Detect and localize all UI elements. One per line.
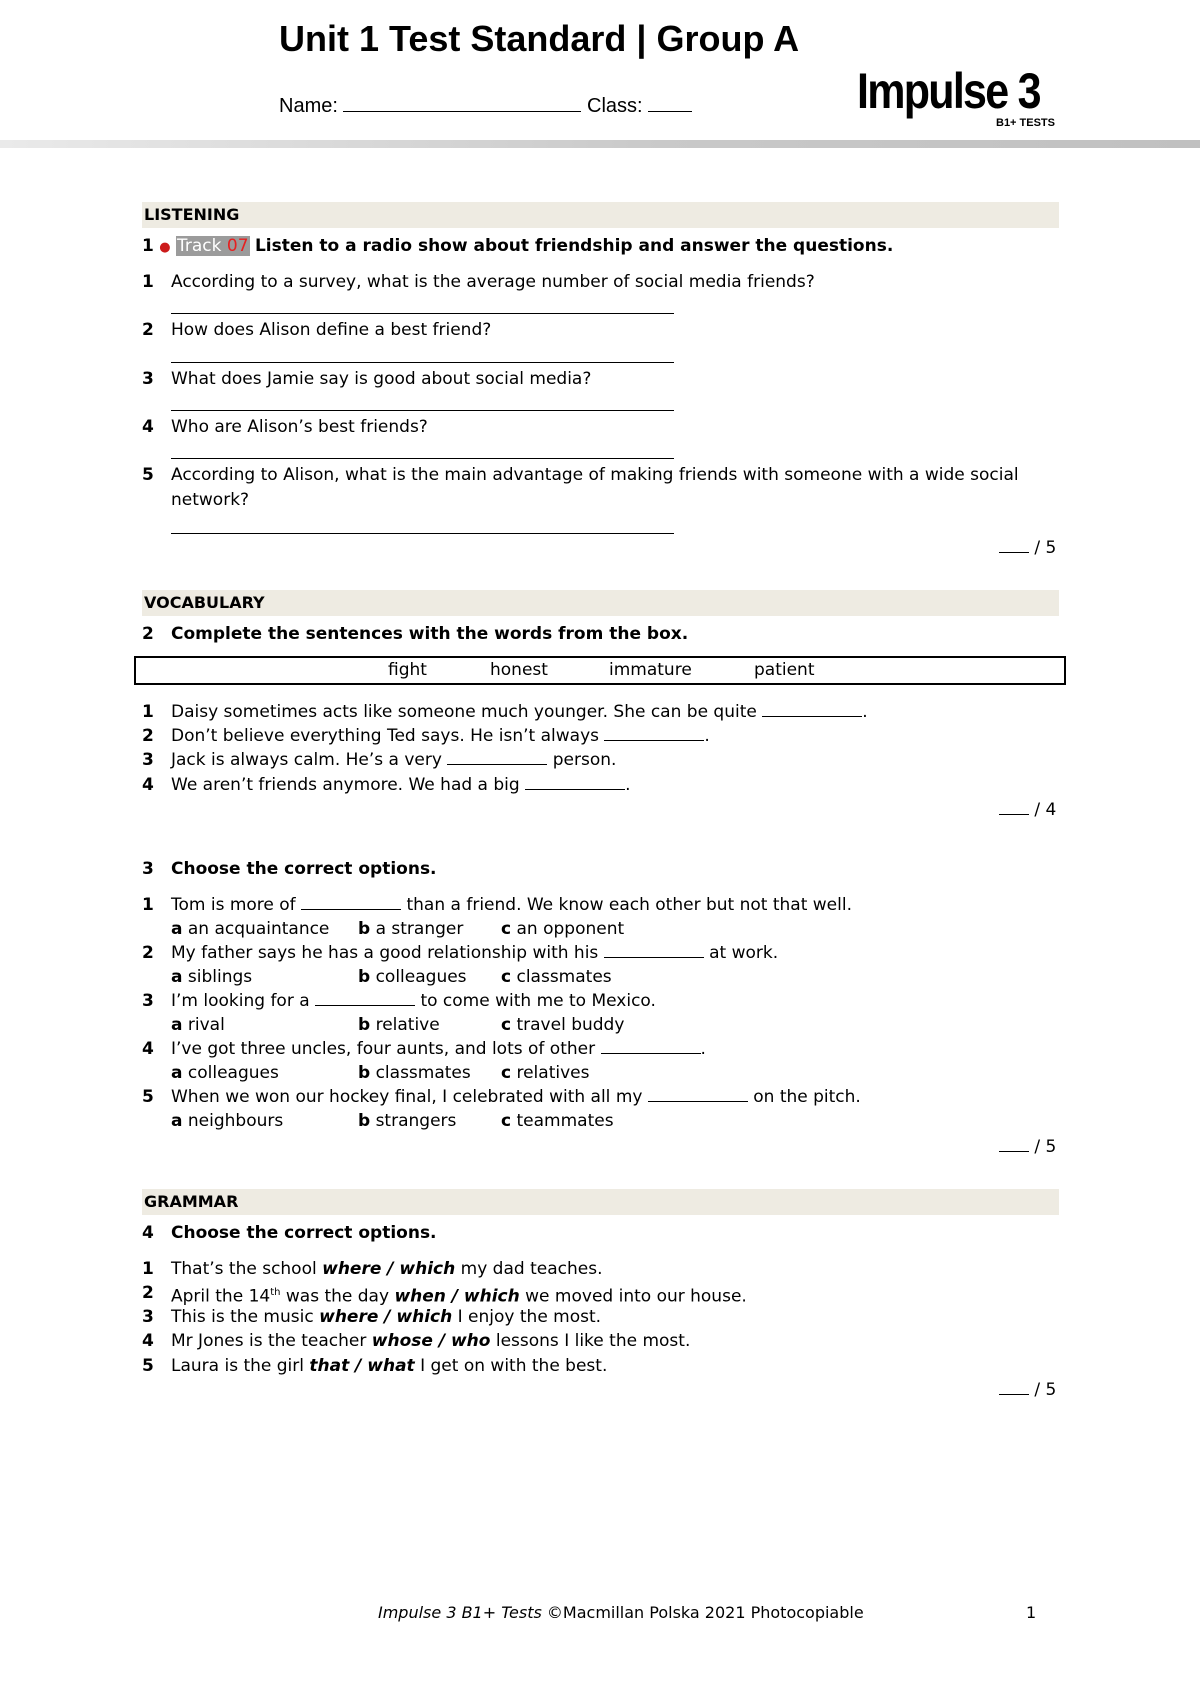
score-total: / 4 — [1034, 800, 1057, 820]
question-number: 3 — [142, 369, 154, 389]
question — [142, 367, 154, 391]
word-box — [134, 656, 1066, 685]
answer-line[interactable] — [171, 410, 674, 411]
grammar-text — [171, 1257, 602, 1281]
option-choice[interactable]: where / which — [319, 1307, 453, 1327]
track-badge[interactable] — [176, 236, 250, 256]
sentence-before: Don’t believe everything Ted says. He isn’t always — [171, 726, 599, 746]
item-number: 2 — [142, 943, 154, 963]
instruction-text: Choose the correct options. — [171, 859, 437, 879]
grammar-item — [142, 1305, 154, 1329]
option-b[interactable] — [358, 1061, 471, 1085]
score-grammar — [999, 1380, 1056, 1400]
sentence — [142, 700, 154, 724]
task-2-instruction — [142, 622, 154, 646]
task-3-instruction — [142, 857, 154, 881]
option-text: siblings — [187, 967, 253, 987]
option-text: classmates — [375, 1063, 471, 1083]
choice-item — [142, 893, 154, 917]
item-before: Laura is the girl — [171, 1356, 304, 1376]
track-label: Track — [177, 236, 222, 256]
option-letter: b — [358, 1063, 371, 1083]
option-letter: b — [358, 1015, 371, 1035]
score-listening — [999, 538, 1056, 558]
grammar-text — [171, 1354, 607, 1378]
question-text: What does Jamie say is good about social media? — [171, 369, 592, 389]
sentence-number: 3 — [142, 750, 154, 770]
item-after: at work. — [709, 943, 779, 963]
question-text-continued: network? — [171, 490, 250, 510]
option-choice[interactable]: where / which — [322, 1259, 456, 1279]
option-text: colleagues — [187, 1063, 279, 1083]
option-c[interactable] — [501, 1013, 624, 1037]
option-letter: c — [501, 919, 512, 939]
item-before: Tom is more of — [171, 895, 296, 915]
item-after: to come with me to Mexico. — [420, 991, 656, 1011]
option-letter: a — [171, 967, 183, 987]
gap[interactable] — [301, 909, 401, 910]
section-heading-grammar: GRAMMAR — [142, 1189, 1059, 1215]
task-number: 2 — [142, 624, 154, 644]
item-number: 1 — [142, 1259, 154, 1279]
sentence-text — [171, 724, 710, 748]
box-word: fight — [388, 660, 427, 680]
choice-item — [142, 1085, 154, 1109]
score-field[interactable] — [999, 814, 1029, 815]
sentence — [142, 748, 154, 772]
instruction-text: Listen to a radio show about friendship and answer the questions. — [254, 236, 894, 256]
option-a[interactable] — [171, 1061, 279, 1085]
item-before: That’s the school — [171, 1259, 317, 1279]
option-letter: b — [358, 1111, 371, 1131]
sentence — [142, 773, 154, 797]
choice-item — [142, 1037, 154, 1061]
score-total: / 5 — [1034, 1137, 1057, 1157]
option-letter: a — [171, 1111, 183, 1131]
question-number: 4 — [142, 417, 154, 437]
gap[interactable] — [601, 1053, 701, 1054]
answer-line[interactable] — [171, 533, 674, 534]
option-choice[interactable]: whose / who — [371, 1331, 491, 1351]
option-text: colleagues — [375, 967, 467, 987]
grammar-text — [171, 1329, 690, 1353]
choice-sentence — [171, 1085, 861, 1109]
item-before: Mr Jones is the teacher — [171, 1331, 367, 1351]
option-choice[interactable]: that / what — [309, 1356, 415, 1376]
option-c[interactable] — [501, 1061, 589, 1085]
gap[interactable] — [447, 764, 547, 765]
brand-logo: Impulse 3 — [857, 63, 1040, 119]
sentence-before: Jack is always calm. He’s a very — [171, 750, 442, 770]
option-b[interactable] — [358, 1013, 440, 1037]
class-field[interactable] — [648, 111, 692, 112]
answer-line[interactable] — [171, 458, 674, 459]
name-label: Name: — [279, 95, 338, 117]
box-word: honest — [490, 660, 548, 680]
item-number: 5 — [142, 1087, 154, 1107]
option-letter: a — [171, 1063, 183, 1083]
instruction-text: Complete the sentences with the words from the box. — [171, 624, 689, 644]
item-after: . — [700, 1039, 706, 1059]
task-1-instruction — [142, 234, 893, 260]
option-a[interactable] — [171, 965, 252, 989]
option-letter: a — [171, 1015, 183, 1035]
track-number: 07 — [226, 236, 249, 256]
score-choose — [999, 1137, 1056, 1157]
footer — [378, 1603, 864, 1622]
footer-copyright: ©Macmillan Polska 2021 Photocopiable — [546, 1603, 864, 1622]
task-4-instruction — [142, 1221, 154, 1245]
option-c[interactable] — [501, 1109, 614, 1133]
section-heading-vocabulary: VOCABULARY — [142, 590, 1059, 616]
option-c[interactable] — [501, 917, 624, 941]
question — [142, 318, 154, 342]
audio-icon: ● — [159, 240, 171, 255]
box-word: patient — [754, 660, 815, 680]
item-number: 3 — [142, 991, 154, 1011]
option-a[interactable] — [171, 1109, 283, 1133]
sentence-before: Daisy sometimes acts like someone much younger. She can be quite — [171, 702, 757, 722]
sentence-after: . — [704, 726, 710, 746]
choice-sentence — [171, 941, 778, 965]
gap[interactable] — [525, 789, 625, 790]
question-number: 2 — [142, 320, 154, 340]
option-letter: c — [501, 1111, 512, 1131]
item-number: 5 — [142, 1356, 154, 1376]
option-b[interactable] — [358, 965, 467, 989]
item-after: my dad teaches. — [460, 1259, 603, 1279]
option-text: an opponent — [516, 919, 625, 939]
page-title: Unit 1 Test Standard | Group A — [279, 18, 800, 59]
sentence-number: 1 — [142, 702, 154, 722]
option-letter: c — [501, 967, 512, 987]
item-before: My father says he has a good relationship with his — [171, 943, 599, 963]
brand-subtitle: B1+ TESTS — [996, 117, 1055, 129]
option-letter: c — [501, 1015, 512, 1035]
gap[interactable] — [604, 957, 704, 958]
item-number: 3 — [142, 1307, 154, 1327]
header-divider — [0, 140, 1200, 148]
item-after: lessons I like the most. — [495, 1331, 691, 1351]
question — [142, 270, 154, 294]
item-after: on the pitch. — [753, 1087, 861, 1107]
gap[interactable] — [648, 1101, 748, 1102]
instruction-text: Choose the correct options. — [171, 1223, 437, 1243]
option-text: teammates — [516, 1111, 614, 1131]
option-a[interactable] — [171, 1013, 225, 1037]
option-c[interactable] — [501, 965, 612, 989]
question-text: How does Alison define a best friend? — [171, 320, 492, 340]
item-after: I get on with the best. — [420, 1356, 608, 1376]
option-text: relative — [375, 1015, 440, 1035]
score-field[interactable] — [999, 1394, 1029, 1395]
sentence-text — [171, 748, 616, 772]
name-field[interactable] — [343, 111, 581, 112]
gap[interactable] — [315, 1005, 415, 1006]
grammar-item — [142, 1329, 154, 1353]
choice-item — [142, 941, 154, 965]
option-text: classmates — [516, 967, 612, 987]
question-number: 5 — [142, 465, 154, 485]
choice-item — [142, 989, 154, 1013]
superscript: th — [270, 1287, 281, 1298]
item-before: When we won our hockey final, I celebrated with all my — [171, 1087, 643, 1107]
item-before: was the day — [285, 1286, 390, 1307]
task-number: 1 — [142, 236, 154, 256]
class-label: Class: — [587, 95, 643, 117]
grammar-item — [142, 1354, 154, 1378]
task-number: 4 — [142, 1223, 154, 1243]
item-before: I’ve got three uncles, four aunts, and lots of other — [171, 1039, 596, 1059]
item-before: April the 14 — [171, 1286, 271, 1307]
task-number: 3 — [142, 859, 154, 879]
sentence-before: We aren’t friends anymore. We had a big — [171, 775, 520, 795]
score-vocabulary — [999, 800, 1056, 820]
item-number: 4 — [142, 1039, 154, 1059]
question-text: According to Alison, what is the main advantage of making friends with someone with a wide social — [171, 465, 1019, 485]
sentence — [142, 724, 154, 748]
box-word: immature — [609, 660, 692, 680]
option-letter: b — [358, 919, 371, 939]
sentence-after: person. — [552, 750, 617, 770]
section-heading-listening: LISTENING — [142, 202, 1059, 228]
option-text: relatives — [516, 1063, 590, 1083]
option-text: an acquaintance — [187, 919, 330, 939]
page-number: 1 — [1026, 1603, 1037, 1622]
name-class-line — [279, 95, 692, 118]
choice-sentence — [171, 893, 852, 917]
option-text: rival — [187, 1015, 225, 1035]
item-number: 2 — [142, 1283, 154, 1303]
grammar-item — [142, 1281, 154, 1305]
question-text: According to a survey, what is the average number of social media friends? — [171, 272, 815, 292]
sentence-after: . — [625, 775, 631, 795]
answer-line[interactable] — [171, 313, 674, 314]
sentence-after: . — [862, 702, 868, 722]
score-total: / 5 — [1034, 538, 1057, 558]
choice-sentence — [171, 989, 656, 1013]
option-text: travel buddy — [516, 1015, 625, 1035]
footer-book: Impulse 3 B1+ Tests — [378, 1603, 542, 1622]
choice-sentence — [171, 1037, 706, 1061]
question — [142, 415, 154, 439]
answer-line[interactable] — [171, 362, 674, 363]
option-letter: c — [501, 1063, 512, 1083]
option-text: a stranger — [375, 919, 464, 939]
sentence-number: 2 — [142, 726, 154, 746]
item-before: This is the music — [171, 1307, 314, 1327]
sentence-text — [171, 700, 868, 724]
sentence-text — [171, 773, 631, 797]
option-text: neighbours — [187, 1111, 284, 1131]
gap[interactable] — [762, 716, 862, 717]
question-number: 1 — [142, 272, 154, 292]
sentence-number: 4 — [142, 775, 154, 795]
item-after: than a friend. We know each other but not that well. — [406, 895, 852, 915]
item-number: 4 — [142, 1331, 154, 1351]
grammar-text — [171, 1305, 601, 1329]
item-after: we moved into our house. — [525, 1286, 747, 1307]
item-number: 1 — [142, 895, 154, 915]
option-b[interactable] — [358, 1109, 456, 1133]
item-after: I enjoy the most. — [457, 1307, 602, 1327]
option-letter: a — [171, 919, 183, 939]
item-before: I’m looking for a — [171, 991, 310, 1011]
option-text: strangers — [375, 1111, 457, 1131]
score-field[interactable] — [999, 552, 1029, 553]
option-letter: b — [358, 967, 371, 987]
question-text: Who are Alison’s best friends? — [171, 417, 428, 437]
option-b[interactable] — [358, 917, 463, 941]
question — [142, 463, 154, 487]
grammar-item — [142, 1257, 154, 1281]
option-choice[interactable]: when / which — [394, 1286, 520, 1307]
score-field[interactable] — [999, 1151, 1029, 1152]
gap[interactable] — [604, 740, 704, 741]
option-a[interactable] — [171, 917, 329, 941]
score-total: / 5 — [1034, 1380, 1057, 1400]
